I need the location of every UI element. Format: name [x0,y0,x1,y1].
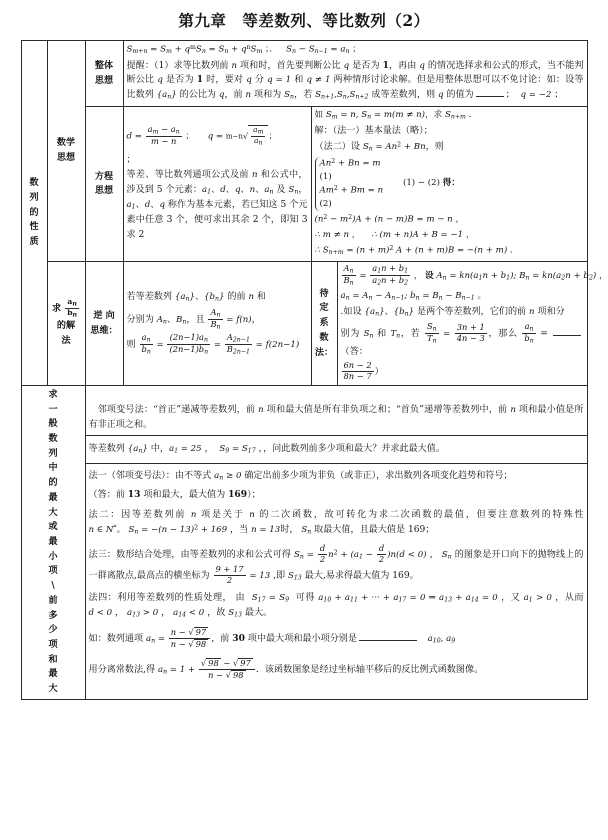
page-title: 第九章 等差数列、等比数列（2） [178,11,430,30]
answer-blank [359,633,417,641]
whole-thought-paragraph: 提醒：（1）求等比数列前 n 项和时，首先要判断公比 q 是否为 1，再由 q 的情况选择求和公式的形式，当不能判断公比 q 是否为 1 时，要对 q 分 q = 1 和 q ≠ 1 两种情形讨论求解。但是用整体思想可以不免讨论：如：设等比数列 $\{a_n\}$ 的公比为 q，前 n 项和为 $S_n$，若 $S_{n+1},S_n,S_{n+2}$ 成等差数列，则 q 的值为 ； q = −2 ； [126,59,584,101]
equation-thought-paragraph: 等差、等比数列通项公式及前 n 和公式中，涉及到 5 个元素：$a_1$、d、q、n、$a_n$ 及 $S_n$，$a_1$、d、q 称作为基本元素，若已知这 5 个元素中任意 3 个，便可求出其余 2 个，即知 3 求 2 [126,170,308,240]
uc-line-2: $a_n = A_n - A_{n-1}$; $b_n = B_n - B_{n-1}$ 。 [340,290,487,302]
method-one-answer: （答：前 13 项和最大，最大值为 169）； [88,488,261,500]
methods-block [86,463,587,683]
table-row [21,262,587,386]
section-label-text: 求 一 般 数 列 中 的 最 大 或 最 小 项 \ 前 多 少 项 和 最 大 [48,388,58,695]
list-item [86,435,587,463]
formula-d-and-q: d = $\frac{a_m - a_n}{m - n}$ ； q = m−n√ $\frac{a_m}{a_n}$ ； [126,123,278,147]
example-problem: 等差数列 $\{a_n\}$ 中，$a_1 = 25$ ， $S_9 = S_{17}$ ，，问此数列前多少项和最大？并求此最大值。 [86,435,587,463]
separation-constant-method: 用分离常数法,得 $a_n = 1$ + $\frac{√ 98 - √ 97}{n - √ 98}$ ．该函数图象是经过坐标轴平移后的反比例式函数图像。 [88,657,484,680]
methods-subtable [86,401,587,683]
section-label-math-thought [47,41,85,262]
reverse-thinking-content [123,262,311,386]
table-row [21,41,587,107]
sub-label-text: 方程 思想 [94,170,114,197]
chapter-label-text: 数 列 的 性 质 [29,177,39,247]
sub-label-reverse-thinking [85,262,123,386]
method-two: 法二：因等差数列前 n 项是关于 n 的二次函数，故可转化为求二次函数的最值，但要注意数列的特殊性 n ∈ N*。 $S_n = -(n - 13)^2 + 169$ ，当 n = 13时， $S_n$ 取最大值，且最大值是 169； [88,510,584,536]
whole-thought-content [123,41,587,107]
derivation-line-1: $(n^2 - m^2)A + (n - m)B = m - n$ ， [314,214,465,225]
brace-equations: $An^2 + Bn = m$ (1) $Am^2 + Bm = n$ (2) [315,157,395,211]
undetermined-coefficient-content [337,262,608,386]
adjacent-sign-change-rule: 邻项变号法：“首正”递减等差数列，前 n 项和最大值是所有非负项之和；“首负”递增等差数列中，前 n 项和最小值是所有非正项之和。 [86,401,587,435]
uc-line-1: $\frac{A_n}{B_n}$ = $\frac{a_1n + b_1}{a_2n + b_2}$ ， 设 $A_n = kn(a_1n + b_1)$; $B_n = kn(a_2n + b_2)$ ， [343,263,608,287]
derivation-line-3: ∴ $S_{n+m} = (n + m)^2$ A + (n + m)B = −(n + m) ． [314,244,519,256]
uc-line-5: $\frac{6n - 2}{8n - 7}$ ） [343,360,384,382]
answer-blank [553,328,581,336]
table-row [21,107,587,262]
list-item [86,463,587,683]
reverse-line-3: 则 $\frac{a_n}{b_n}$ = $\frac{(2n-1)a_n}{(2n-1)b_n}$ = $\frac{A_{2n-1}}{B_{2n-1}}$ = f(2n−1) [126,332,300,356]
formula-sum-split: $S_{m+n} = S_m + q^mS_n = S_n + q^nS_m$ ；． $S_n - S_{n-1} = a_n$ ； [126,44,361,56]
additional-example: 如：数列通项 $a_n$ = $\frac{n - √ 97}{n - √ 98}$ ，前 30 项中最大项和最小项分别是 $a_{10}$, $a_9$ [88,627,456,650]
uc-line-3: .如设 $\{a_n\}$、$\{b_n\}$ 是两个等差数列，它们的前 n 项和分 [340,306,565,318]
sub-label-whole-thought [85,41,123,107]
section-label-general-max-min [21,385,85,699]
method-one: 法一（邻项变号法）：由不等式 $a_n \ge 0$ 确定出前多少项为非负（或非正），求出数列各项变化趋势和符号； [88,470,513,482]
equation-system: $An^2 + Bn = m$ (1) $Am^2 + Bm = n$ (2) (1) − (2) 得： [315,157,584,211]
content-table [21,40,608,700]
sub-label-text: 逆 向 思维： [90,309,118,336]
sub-label-undetermined-coefficient [311,262,337,386]
reverse-line-2: 分别为 $A_n$、$B_n$，且 $\frac{A_n}{B_n}$ = f(n)， [126,306,261,331]
section-label-ratio-solution [47,262,85,386]
derivation-line-2: ∴ m ≠ n ， ∴ (m + n)A + B = −1 ， [314,229,475,240]
chapter-label-cell [21,41,47,386]
section-label-text: 求 $\frac{a_n}{b_n}$ 的解 法 [51,297,78,346]
sub-label-text: 整体 思想 [94,59,114,86]
method-four: 法四：利用等差数列的性质处理， 由 $S_{17} = S_9$ 可得 $a_{10} + a_{11}$ + ··· + $a_{17} = 0$ ⇒ $a_{13} + a_{14} = 0$ ，又 $a_1 > 0$ ，从而 d < 0 ， $a_{13} > 0$ ， $a_{14} < 0$ ，故 $S_{13}$ 最大。 [88,593,584,619]
general-max-min-content [85,385,587,699]
equation-thought-semicolon: ； [126,154,136,165]
solution-method-two: （法二）设 $S_n = An^2 + Bn$，则 [314,141,444,153]
sub-label-text: 待 定 系 数 法： [314,287,334,358]
list-item [86,401,587,435]
reverse-line-1: 若等差数列 $\{a_n\}$、$\{b_n\}$ 的前 n 和 [126,291,267,303]
solution-method-one: 解：（法一）基本量法（略）； [314,126,433,137]
table-row [21,385,587,699]
answer-blank [476,90,504,98]
equation-thought-left [123,107,311,262]
sub-label-equation-thought [85,107,123,262]
section-label-text: 数学 思想 [56,137,76,164]
equation-thought-right [311,107,587,262]
problem-statement: 如 $S_m = n$, $S_n = m(m \ne n)$，求 $S_{n+m}$ ． [314,110,478,121]
method-three: 法三：数形结合处理，由等差数列的求和公式可得 $S_n$ = $\frac{d}{2}$ $n^2 + (a_1$ − $\frac{d}{2}$ )n(d < 0) ， $S_n$ 的图象是开口向下的抛物线上的一群离散点,最高点的横坐标为 $\frac{9 + 17}{2}$ = 13 ,即 $S_{13}$ 最大,易求得最大值为 169。 [88,543,584,585]
uc-line-4: 别为 $S_n$ 和 $T_n$，若 $\frac{S_n}{T_n}$ = $\frac{3n + 1}{4n - 3}$ ，那么 $\frac{a_n}{b_n}$ = （答： [341,322,584,359]
